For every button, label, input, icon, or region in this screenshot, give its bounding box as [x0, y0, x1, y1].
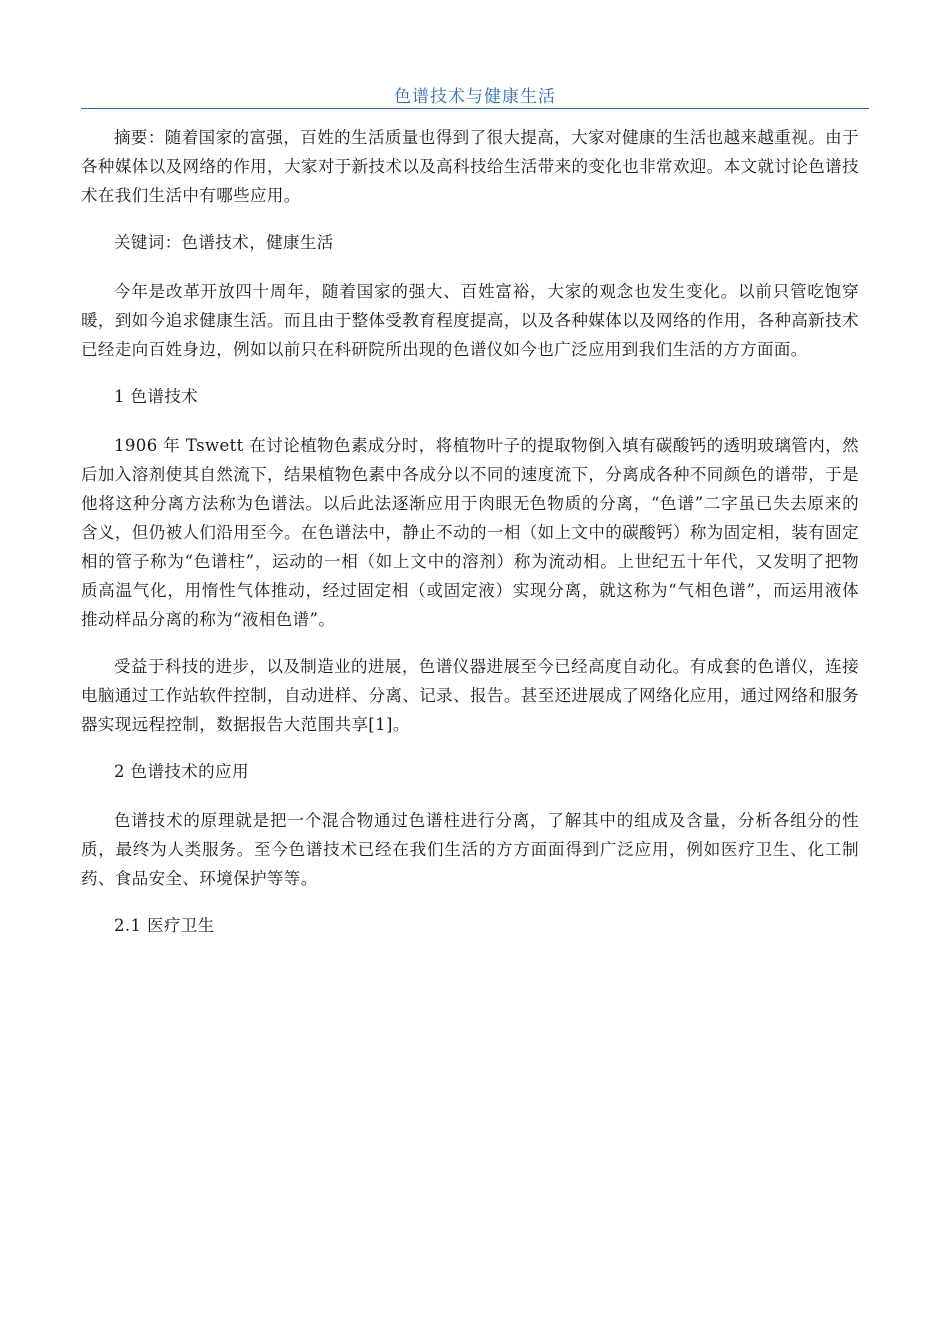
intro-paragraph: 今年是改革开放四十周年，随着国家的强大、百姓富裕，大家的观念也发生变化。以前只管吃饱穿暖，到如今追求健康生活。而且由于整体受教育程度提高，以及各种媒体以及网络的作用，各种高新技术已经走向百姓身边，例如以前只在科研院所出现的色谱仪如今也广泛应用到我们生活的方方面面。 — [81, 282, 859, 359]
section-heading-2-1: 2.1 医疗卫生 — [114, 916, 215, 935]
section-heading-2: 2 色谱技术的应用 — [114, 762, 249, 781]
keywords-line: 关键词：色谱技术，健康生活 — [114, 233, 334, 252]
section-heading-1: 1 色谱技术 — [114, 387, 199, 406]
document-body — [81, 123, 859, 960]
section-1-paragraph-1: 1906 年 Tswett 在讨论植物色素成分时，将植物叶子的提取物倒入填有碳酸钙的透明玻璃管内，然后加入溶剂使其自然流下，结果植物色素中各成分以不同的速度流下，分离成各种不同颜色的谱带，于是他将这种分离方法称为色谱法。以后此法逐渐应用于肉眼无色物质的分离，“色谱”二字虽已失去原来的含义，但仍被人们沿用至今。在色谱法中，静止不动的一相（如上文中的碳酸钙）称为固定相，装有固定相的管子称为“色谱柱”，运动的一相（如上文中的溶剂）称为流动相。上世纪五十年代，又发明了把物质高温气化，用惰性气体推动，经过固定相（或固定液）实现分离，就这称为“气相色谱”，而运用液体推动样品分离的称为“液相色谱”。 — [81, 436, 859, 629]
section-2-paragraph-1: 色谱技术的原理就是把一个混合物通过色谱柱进行分离，了解其中的组成及含量，分析各组分的性质，最终为人类服务。至今色谱技术已经在我们生活的方方面面得到广泛应用，例如医疗卫生、化工制药、食品安全、环境保护等等。 — [81, 811, 859, 888]
document-title: 色谱技术与健康生活 — [394, 87, 556, 107]
page-header — [81, 80, 869, 109]
abstract-paragraph: 摘要：随着国家的富强，百姓的生活质量也得到了很大提高，大家对健康的生活也越来越重视。由于各种媒体以及网络的作用，大家对于新技术以及高科技给生活带来的变化也非常欢迎。本文就讨论色谱技术在我们生活中有哪些应用。 — [81, 128, 859, 205]
section-1-paragraph-2: 受益于科技的进步，以及制造业的进展，色谱仪器进展至今已经高度自动化。有成套的色谱仪，连接电脑通过工作站软件控制，自动进样、分离、记录、报告。甚至还进展成了网络化应用，通过网络和服务器实现远程控制，数据报告大范围共享[1]。 — [81, 657, 859, 734]
